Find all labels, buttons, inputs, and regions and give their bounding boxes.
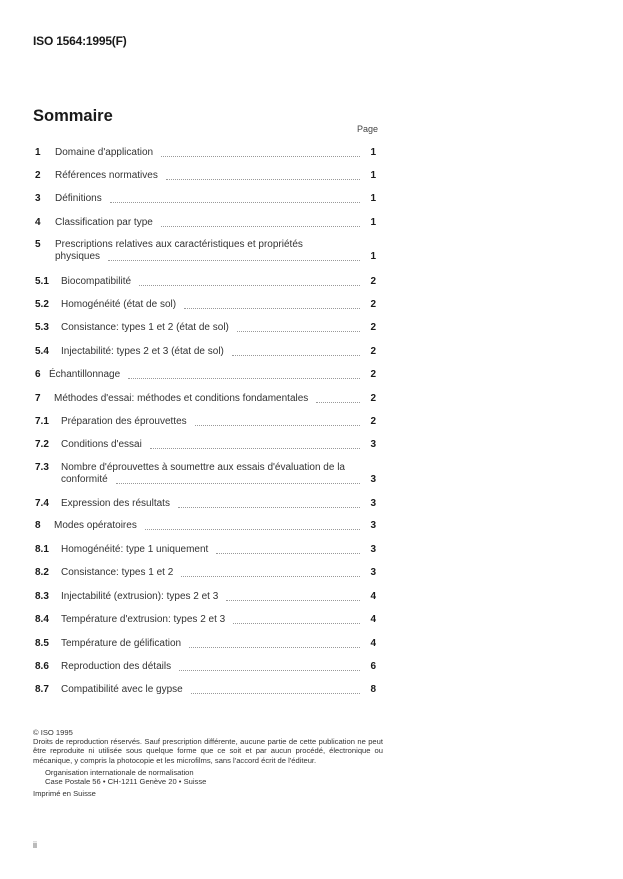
toc-entry[interactable] (35, 217, 376, 229)
toc-page: 1 (370, 147, 376, 158)
toc-entry[interactable] (35, 416, 376, 428)
toc-number: 8 (35, 520, 41, 531)
toc-entry[interactable] (35, 462, 376, 486)
toc-number: 7.1 (35, 416, 49, 427)
leader-dots (128, 377, 360, 379)
toc-number: 7 (35, 393, 41, 404)
toc-number: 5 (35, 239, 41, 250)
toc-entry[interactable] (35, 567, 376, 579)
leader-dots (161, 225, 360, 227)
toc-page: 4 (370, 614, 376, 625)
toc-page: 2 (370, 299, 376, 310)
toc-entry[interactable] (35, 614, 376, 626)
toc-entry[interactable] (35, 393, 376, 405)
toc-entry[interactable] (35, 346, 376, 358)
toc-label: Préparation des éprouvettes (61, 416, 187, 427)
toc-label: Température d'extrusion: types 2 et 3 (61, 614, 226, 625)
toc-page: 2 (370, 276, 376, 287)
leader-dots (166, 178, 360, 180)
toc-number: 5.1 (35, 276, 49, 287)
copyright-notice (33, 728, 383, 798)
toc-label: Modes opératoires (54, 520, 137, 531)
leader-dots (195, 424, 360, 426)
leader-dots (116, 482, 360, 484)
toc-number: 8.4 (35, 614, 49, 625)
organization-address: Case Postale 56 • CH-1211 Genève 20 • Suisse (45, 777, 207, 787)
toc-label: Consistance: types 1 et 2 (état de sol) (61, 322, 229, 333)
toc-number: 8.6 (35, 661, 49, 672)
toc-label: Expression des résultats (61, 498, 170, 509)
toc-page: 4 (370, 591, 376, 602)
toc-page: 2 (370, 393, 376, 404)
toc-entry[interactable] (35, 147, 376, 159)
leader-dots (150, 447, 360, 449)
leader-dots (233, 622, 360, 624)
leader-dots (237, 330, 360, 332)
toc-label: Domaine d'application (55, 147, 154, 158)
toc-number: 7.2 (35, 439, 49, 450)
toc-label: Reproduction des détails (61, 661, 172, 672)
rights-statement: Droits de reproduction réservés. Sauf prescription différente, aucune partie de cette publication ne peut être reproduite ni utilisée sous quelque forme que ce soit et par aucun procédé, électronique ou mécanique, y compris la photocopie et les microfilms, sans l'accord écrit de l'éditeur. (33, 737, 383, 765)
toc-number: 4 (35, 217, 41, 228)
toc-entry[interactable] (35, 520, 376, 532)
organization-name: Organisation internationale de normalisation (45, 767, 194, 777)
leader-dots (232, 354, 360, 356)
toc-label: Injectabilité: types 2 et 3 (état de sol) (61, 346, 224, 357)
toc-label: Consistance: types 1 et 2 (61, 567, 174, 578)
toc-number: 7.3 (35, 462, 49, 473)
toc-entry[interactable] (35, 684, 376, 696)
toc-page: 2 (370, 346, 376, 357)
leader-dots (181, 575, 360, 577)
toc-label-continuation: physiques (55, 251, 101, 262)
toc-label: Méthodes d'essai: méthodes et conditions fondamentales (54, 393, 309, 404)
leader-dots (178, 506, 360, 508)
toc-label: Classification par type (55, 217, 153, 228)
toc-number: 5.4 (35, 346, 49, 357)
toc-label: Biocompatibilité (61, 276, 132, 287)
document-id: ISO 1564:1995(F) (33, 34, 127, 48)
toc-page: 1 (370, 170, 376, 181)
toc-entry[interactable] (35, 591, 376, 603)
toc-page: 1 (370, 217, 376, 228)
toc-number: 6 (35, 369, 41, 380)
toc-label: Définitions (55, 193, 102, 204)
toc-page: 8 (370, 684, 376, 695)
leader-dots (145, 528, 360, 530)
toc-entry[interactable] (35, 193, 376, 205)
toc-entry[interactable] (35, 369, 376, 381)
toc-entry[interactable] (35, 322, 376, 334)
leader-dots (184, 307, 360, 309)
toc-label: Références normatives (55, 170, 158, 181)
toc-number: 7.4 (35, 498, 49, 509)
toc-number: 3 (35, 193, 41, 204)
leader-dots (110, 201, 360, 203)
toc-entry[interactable] (35, 170, 376, 182)
toc-page: 1 (370, 193, 376, 204)
leader-dots (161, 155, 360, 157)
toc-page: 3 (370, 567, 376, 578)
toc-number: 5.3 (35, 322, 49, 333)
toc-entry[interactable] (35, 638, 376, 650)
toc-page: 4 (370, 638, 376, 649)
toc-number: 5.2 (35, 299, 49, 310)
page-number: ii (33, 840, 37, 850)
toc-page: 6 (370, 661, 376, 672)
toc-label: Échantillonnage (49, 369, 121, 380)
toc-entry[interactable] (35, 299, 376, 311)
toc-label: Homogénéité: type 1 uniquement (61, 544, 209, 555)
leader-dots (108, 259, 360, 261)
toc-page: 3 (370, 520, 376, 531)
toc-page: 3 (370, 439, 376, 450)
toc-entry[interactable] (35, 276, 376, 288)
toc-label: Compatibilité avec le gypse (61, 684, 183, 695)
toc-number: 8.3 (35, 591, 49, 602)
toc-entry[interactable] (35, 439, 376, 451)
toc-number: 8.2 (35, 567, 49, 578)
toc-page: 2 (370, 322, 376, 333)
leader-dots (191, 692, 360, 694)
leader-dots (226, 599, 360, 601)
toc-entry[interactable] (35, 661, 376, 673)
leader-dots (189, 646, 360, 648)
toc-entry[interactable] (35, 544, 376, 556)
toc-page: 2 (370, 416, 376, 427)
toc-page: 2 (370, 369, 376, 380)
toc-label: Homogénéité (état de sol) (61, 299, 177, 310)
toc-number: 8.1 (35, 544, 49, 555)
toc-entry[interactable] (35, 498, 376, 510)
toc-number: 8.5 (35, 638, 49, 649)
toc-label: Prescriptions relatives aux caractéristiques et propriétés (55, 239, 303, 250)
toc-label: Conditions d'essai (61, 439, 142, 450)
toc-label-continuation: conformité (61, 474, 108, 485)
leader-dots (179, 669, 360, 671)
organization-block (33, 768, 383, 786)
toc-page: 3 (370, 498, 376, 509)
toc-page: 3 (370, 544, 376, 555)
toc-number: 1 (35, 147, 41, 158)
printed-in: Imprimé en Suisse (33, 789, 96, 799)
toc-number: 8.7 (35, 684, 49, 695)
leader-dots (216, 552, 360, 554)
toc-page: 1 (370, 251, 376, 262)
toc-entry[interactable] (35, 239, 376, 263)
copyright-line: © ISO 1995 (33, 728, 73, 737)
toc-page: 3 (370, 474, 376, 485)
leader-dots (316, 401, 360, 403)
toc-number: 2 (35, 170, 41, 181)
toc-label: Nombre d'éprouvettes à soumettre aux essais d'évaluation de la (61, 462, 345, 473)
leader-dots (139, 284, 360, 286)
page-column-label: Page (357, 124, 379, 134)
toc-label: Injectabilité (extrusion): types 2 et 3 (61, 591, 219, 602)
page-title: Sommaire (33, 107, 113, 125)
toc-label: Température de gélification (61, 638, 182, 649)
